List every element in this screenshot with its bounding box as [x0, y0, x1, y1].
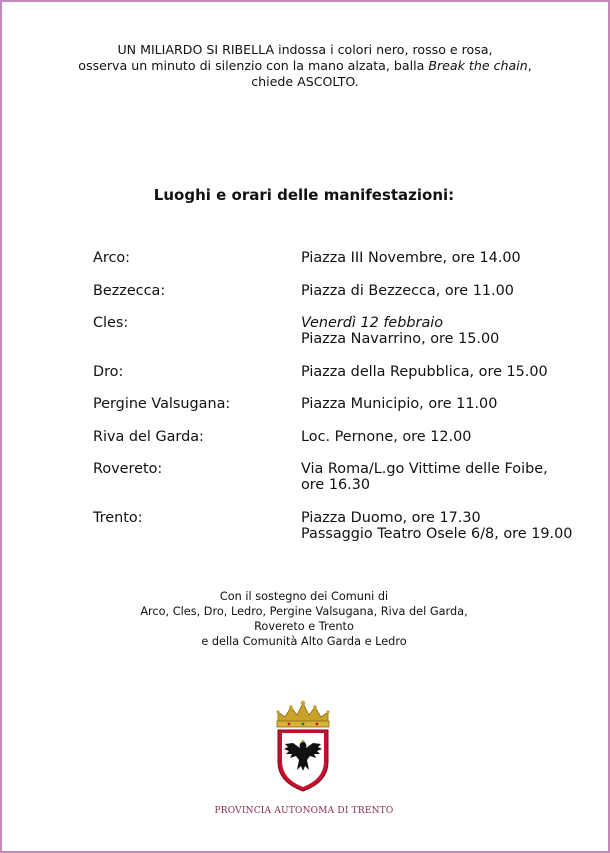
- intro-line-2-start: osserva un minuto di silenzio con la mano alzata, balla: [78, 58, 429, 73]
- support-line-2: Arco, Cles, Dro, Ledro, Pergine Valsugana, Riva del Garda,: [140, 605, 468, 618]
- crown-icon: [276, 701, 329, 727]
- intro-line-2: [2, 58, 608, 74]
- support-line-4: e della Comunità Alto Garda e Ledro: [201, 635, 407, 648]
- event-city: Dro:: [93, 363, 124, 380]
- event-details: [301, 283, 593, 299]
- event-row: [93, 315, 593, 347]
- event-location: Piazza Navarrino, ore 15.00: [301, 331, 500, 347]
- song-title: Break the chain: [428, 58, 528, 73]
- event-location: Passaggio Teatro Osele 6/8, ore 19.00: [301, 525, 573, 542]
- event-location: Piazza di Bezzecca, ore 11.00: [301, 282, 514, 299]
- event-location: Piazza Duomo, ore 17.30: [301, 509, 481, 526]
- event-date: Venerdì 12 febbraio: [301, 315, 444, 331]
- event-city: Rovereto:: [93, 461, 163, 477]
- support-line-1: Con il sostegno dei Comuni di: [219, 590, 389, 603]
- crowned-eagle-shield-icon: [273, 700, 333, 792]
- section-heading: Luoghi e orari delle manifestazioni:: [153, 186, 455, 204]
- event-details: [301, 364, 593, 380]
- event-location: Piazza III Novembre, ore 14.00: [301, 250, 521, 266]
- event-city: Trento:: [93, 509, 143, 526]
- event-row: [93, 364, 593, 380]
- event-location: ore 16.30: [301, 477, 371, 493]
- event-location: Piazza della Repubblica, ore 15.00: [301, 363, 548, 380]
- event-row: [93, 283, 593, 299]
- event-location: Via Roma/L.go Vittime delle Foibe,: [301, 461, 548, 477]
- event-row: [93, 396, 593, 412]
- intro-line-1: UN MILIARDO SI RIBELLA indossa i colori nero, rosso e rosa,: [117, 42, 493, 57]
- event-city: Arco:: [93, 250, 131, 266]
- event-city: Bezzecca:: [93, 282, 166, 299]
- event-city: Pergine Valsugana:: [93, 396, 231, 412]
- support-line-3: Rovereto e Trento: [254, 620, 354, 633]
- events-list: [93, 250, 593, 558]
- event-row: [93, 250, 593, 266]
- event-row: [93, 429, 593, 445]
- event-details: [301, 315, 593, 347]
- event-row: [93, 510, 593, 542]
- event-city: Riva del Garda:: [93, 428, 204, 445]
- intro-line-3: chiede ASCOLTO.: [251, 74, 359, 89]
- event-details: [301, 396, 593, 412]
- event-details: [301, 250, 593, 266]
- event-details: [301, 461, 593, 493]
- event-city: Cles:: [93, 315, 129, 331]
- support-text: [2, 589, 606, 649]
- event-location: Piazza Municipio, ore 11.00: [301, 396, 498, 412]
- event-details: [301, 510, 593, 542]
- intro-text: [2, 42, 608, 90]
- footer-institution: PROVINCIA AUTONOMA DI TRENTO: [214, 806, 394, 816]
- event-location: Loc. Pernone, ore 12.00: [301, 428, 472, 445]
- event-details: [301, 429, 593, 445]
- event-row: [93, 461, 593, 493]
- intro-line-2-end: ,: [527, 58, 532, 73]
